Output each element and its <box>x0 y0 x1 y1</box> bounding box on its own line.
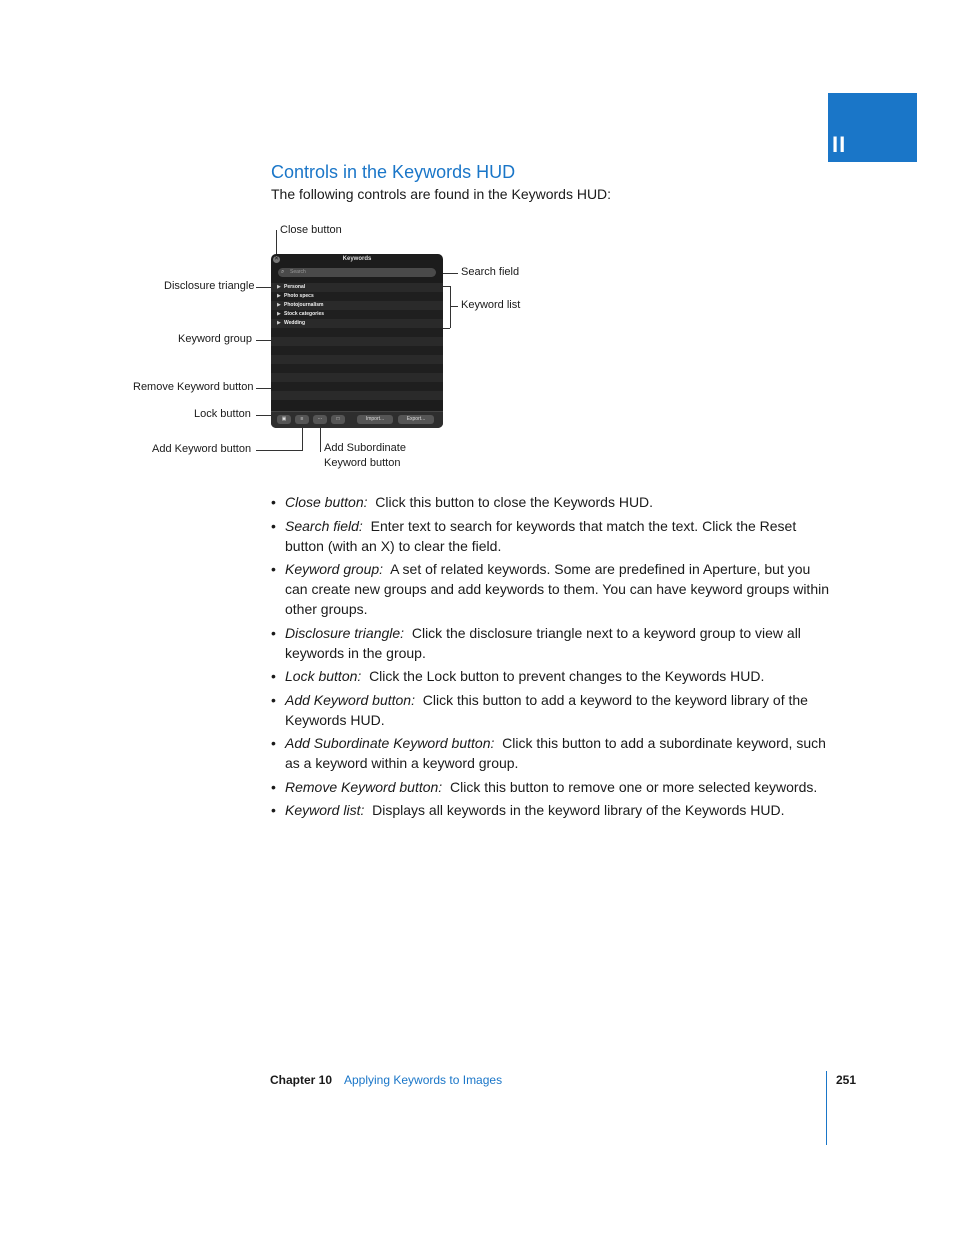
list-item-term: Add Subordinate Keyword button: <box>285 735 495 751</box>
footer-chapter: Chapter 10 <box>270 1073 333 1087</box>
callout-add-subordinate-line2: Keyword button <box>324 457 401 469</box>
callout-remove-keyword-button: Remove Keyword button <box>133 381 254 393</box>
hud-row[interactable] <box>271 319 443 328</box>
hud-row[interactable] <box>271 301 443 310</box>
magnifier-icon: ⌕ <box>281 269 285 275</box>
section-heading: Controls in the Keywords HUD <box>271 162 516 182</box>
hud-row-empty <box>271 355 443 364</box>
intro-paragraph: The following controls are found in the Keywords HUD: <box>271 186 612 202</box>
disclosure-triangle-icon[interactable]: ▶ <box>277 293 281 299</box>
hud-row-label: Photojournalism <box>284 302 324 308</box>
list-item-term: Keyword group: <box>285 561 384 577</box>
list-item-text: Enter text to search for keywords that match the text. Click the Reset button (with an X) to clear the field. <box>285 517 797 554</box>
hud-row-empty <box>271 364 443 373</box>
close-icon[interactable]: ✕ <box>273 256 280 262</box>
remove-keyword-button[interactable] <box>331 415 345 424</box>
import-button[interactable]: Import... <box>357 415 393 424</box>
leader-list-top <box>443 286 450 287</box>
hud-row-label: Wedding <box>284 320 306 326</box>
lock-icon: ▣ <box>281 416 287 422</box>
list-item-text: Displays all keywords in the keyword library of the Keywords HUD. <box>372 802 785 818</box>
section-tab-label: II <box>832 132 847 157</box>
footer-chapter-title: Applying Keywords to Images <box>344 1073 503 1087</box>
list-item-term: Search field: <box>285 517 363 534</box>
list-item <box>271 559 831 619</box>
callout-search-field: Search field <box>461 266 520 278</box>
list-item <box>271 492 831 512</box>
keywords-hud <box>271 254 443 428</box>
list-item <box>271 623 831 663</box>
disclosure-triangle-icon[interactable]: ▶ <box>277 284 281 290</box>
add-subordinate-keyword-button[interactable] <box>313 415 327 424</box>
list-item-text: Click this button to add a subordinate keyword, such as a keyword within a keyword group. <box>285 735 826 771</box>
list-item-text: Click the Lock button to prevent changes to the Keywords HUD. <box>369 668 765 684</box>
hud-row-empty <box>271 382 443 391</box>
list-item <box>271 777 831 797</box>
add-subordinate-icon: ⋯ <box>317 416 323 422</box>
disclosure-triangle-icon[interactable]: ▶ <box>277 311 281 317</box>
list-item-term: Disclosure triangle: <box>285 624 405 641</box>
callout-add-subordinate-line1: Add Subordinate <box>324 442 406 454</box>
leader-list-bracket <box>450 286 451 328</box>
hud-keyword-list <box>271 283 443 400</box>
callout-keyword-group: Keyword group <box>178 333 252 345</box>
hud-row-label: Photo specs <box>284 293 314 299</box>
list-item <box>271 800 831 820</box>
disclosure-triangle-icon[interactable]: ▶ <box>277 320 281 326</box>
leader-list-mid <box>450 306 458 307</box>
hud-row-empty <box>271 391 443 400</box>
list-item-text: Click this button to remove one or more selected keywords. <box>449 778 818 795</box>
hud-row[interactable] <box>271 283 443 292</box>
section-tab <box>828 93 917 162</box>
list-item-text: A set of related keywords. Some are predefined in Aperture, but you can create new groups and add keywords to them. You can have keyword groups within other groups. <box>285 561 829 617</box>
callout-lock-button: Lock button <box>194 408 251 420</box>
remove-keyword-icon: □ <box>336 416 340 422</box>
list-item-text: Click this button to close the Keywords HUD. <box>375 494 654 510</box>
hud-search-field[interactable] <box>278 268 436 277</box>
leader-add-h <box>256 450 303 451</box>
hud-row-empty <box>271 346 443 355</box>
hud-row[interactable] <box>271 310 443 319</box>
list-item-text: Click this button to add a keyword to the keyword library of the Keywords HUD. <box>285 691 808 728</box>
page-number: 251 <box>836 1073 857 1087</box>
hud-row-empty <box>271 337 443 346</box>
leader-list-bottom <box>443 328 450 329</box>
add-keyword-icon: ≡ <box>300 416 304 422</box>
callout-close-button: Close button <box>280 224 342 236</box>
hud-row-empty <box>271 373 443 382</box>
hud-search-placeholder: Search <box>290 269 306 275</box>
list-item <box>271 690 831 730</box>
export-button[interactable]: Export... <box>398 415 434 424</box>
callout-add-keyword-button: Add Keyword button <box>152 443 252 455</box>
lock-button[interactable] <box>277 415 291 424</box>
list-item <box>271 666 831 686</box>
footer-divider <box>826 1071 827 1145</box>
disclosure-triangle-icon[interactable]: ▶ <box>277 302 281 308</box>
add-keyword-button[interactable] <box>295 415 309 424</box>
list-item-term: Keyword list: <box>285 802 365 818</box>
hud-row-label: Personal <box>284 284 306 290</box>
hud-row-label: Stock categories <box>284 311 325 317</box>
hud-toolbar <box>271 411 443 428</box>
list-item-term: Lock button: <box>285 668 362 684</box>
callout-disclosure-triangle: Disclosure triangle <box>164 280 255 292</box>
hud-row[interactable] <box>271 292 443 301</box>
list-item-term: Add Keyword button: <box>285 691 415 708</box>
keywords-hud-figure <box>0 220 954 480</box>
callout-keyword-list: Keyword list <box>461 299 521 311</box>
list-item-term: Remove Keyword button: <box>285 778 443 795</box>
list-item <box>271 516 831 556</box>
hud-row-empty <box>271 328 443 337</box>
list-item-text: Click the disclosure triangle next to a keyword group to view all keywords in the group. <box>285 624 801 661</box>
hud-title: Keywords <box>342 256 372 262</box>
list-item-term: Close button: <box>285 494 368 510</box>
list-item <box>271 733 831 773</box>
controls-list <box>271 492 831 824</box>
